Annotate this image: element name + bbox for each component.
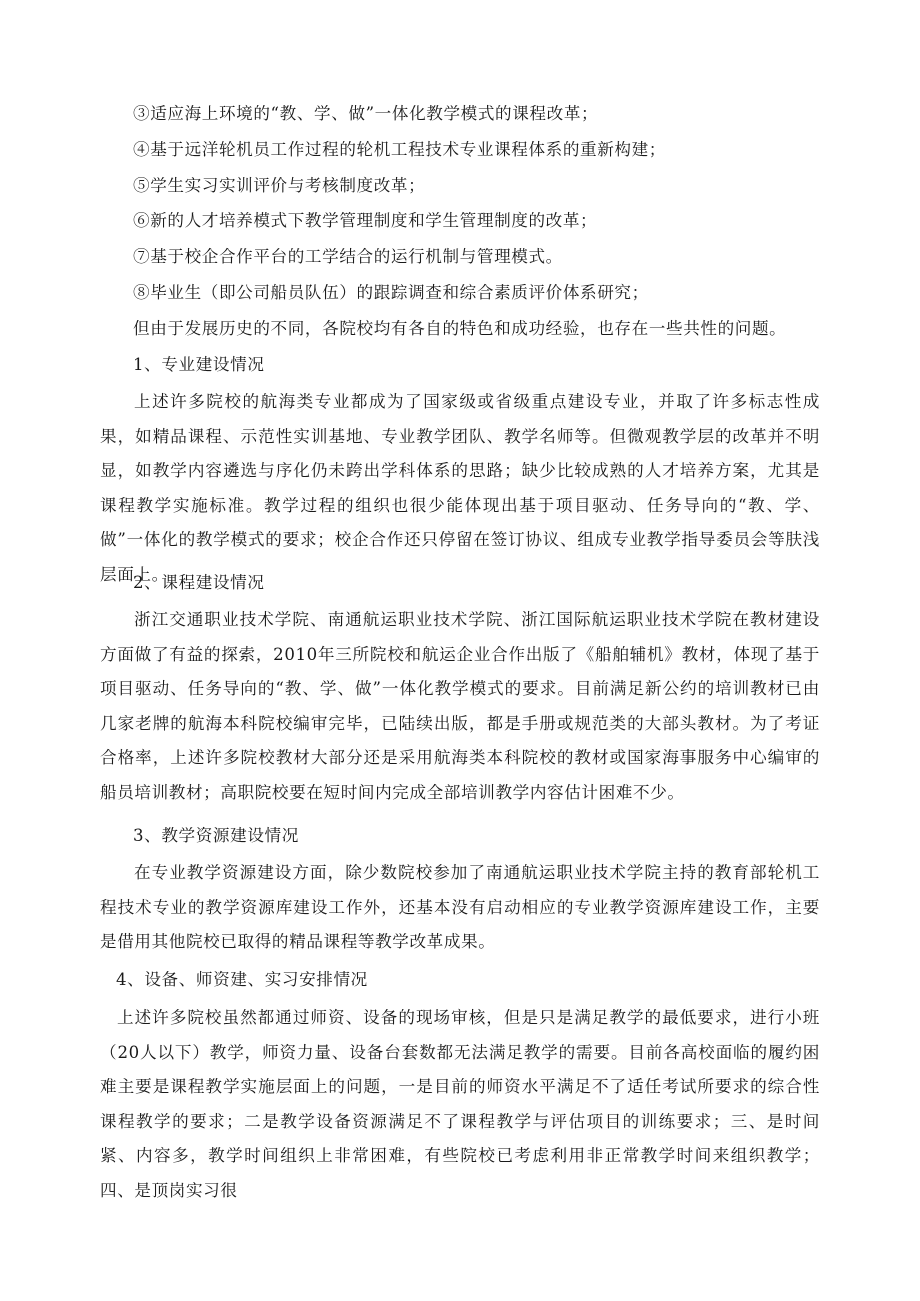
section-heading-1: 1、专业建设情况	[133, 355, 265, 374]
list-item-5: ⑤学生实习实训评价与考核制度改革；	[133, 176, 426, 195]
list-item-4: ④基于远洋轮机员工作过程的轮机工程技术专业课程体系的重新构建；	[133, 140, 667, 159]
list-item-6: ⑥新的人才培养模式下教学管理制度和学生管理制度的改革；	[133, 211, 598, 230]
list-item-7: ⑦基于校企合作平台的工学结合的运行机制与管理模式。	[133, 247, 563, 266]
list-item-3: ③适应海上环境的“教、学、做”一体化教学模式的课程改革；	[133, 104, 599, 123]
section-heading-4: 4、设备、师资建、实习安排情况	[116, 970, 368, 989]
section-body-1: 上述许多院校的航海类专业都成为了国家级或省级重点建设专业，并取了许多标志性成果，如精品课程、示范性实训基地、专业教学团队、教学名师等。但微观教学层的改革并不明显，如教学内容遴选与序化仍未跨出学科体系的思路；缺少比较成熟的人才培养方案，尤其是课程教学实施标准。教学过程的组织也很少能体现出基于项目驱动、任务导向的“教、学、做”一体化的教学模式的要求；校企合作还只停留在签订协议、组成专业教学指导委员会等肤浅层面上。	[100, 392, 820, 584]
section-heading-3: 3、教学资源建设情况	[133, 826, 299, 845]
list-item-8: ⑧毕业生（即公司船员队伍）的跟踪调查和综合素质评价体系研究；	[133, 283, 649, 302]
section-body-3: 在专业教学资源建设方面，除少数院校参加了南通航运职业技术学院主持的教育部轮机工程技术专业的教学资源库建设工作外，还基本没有启动相应的专业教学资源库建设工作，主要是借用其他院校已取得的精品课程等教学改革成果。	[100, 863, 820, 951]
intro-paragraph: 但由于发展历史的不同，各院校均有各自的特色和成功经验，也存在一些共性的问题。	[133, 319, 787, 338]
section-body-4: 上述许多院校虽然都通过师资、设备的现场审核，但是只是满足教学的最低要求，进行小班（20人以下）教学，师资力量、设备台套数都无法满足教学的需要。目前各高校面临的履约困难主要是课程教学实施层面上的问题，一是目前的师资水平满足不了适任考试所要求的综合性课程教学的要求；二是教学设备资源满足不了课程教学与评估项目的训练要求；三、是时间紧、内容多，教学时间组织上非常困难，有些院校已考虑利用非正常教学时间来组织教学；四、是顶岗实习很	[100, 1008, 820, 1200]
section-heading-2: 2、课程建设情况	[133, 573, 265, 592]
section-body-2: 浙江交通职业技术学院、南通航运职业技术学院、浙江国际航运职业技术学院在教材建设方面做了有益的探索，2010年三所院校和航运企业合作出版了《船舶辅机》教材，体现了基于项目驱动、任务导向的“教、学、做”一体化教学模式的要求。目前满足新公约的培训教材已由几家老牌的航海本科院校编审完毕，已陆续出版，都是手册或规范类的大部头教材。为了考证合格率，上述许多院校教材大部分还是采用航海类本科院校的教材或国家海事服务中心编审的船员培训教材；高职院校要在短时间内完成全部培训教学内容估计困难不少。	[100, 610, 820, 802]
